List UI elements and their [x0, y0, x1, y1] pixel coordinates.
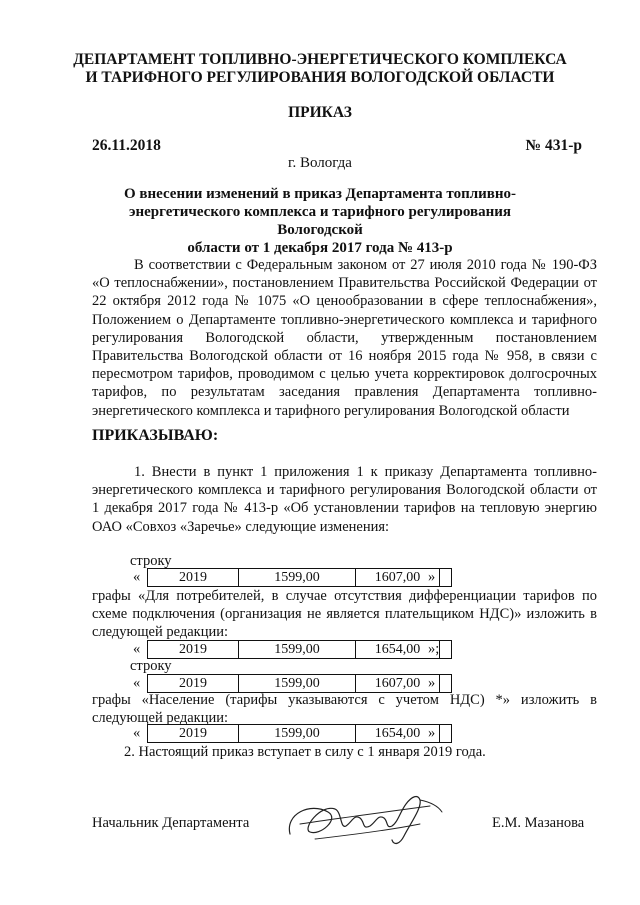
- table-cell-value-2: 1607,00: [356, 569, 440, 587]
- table-cell-value-1: 1599,00: [239, 569, 356, 587]
- subject-line2: энергетического комплекса и тарифного регулирования Вологодской: [128, 204, 512, 238]
- department-header: [60, 51, 580, 87]
- quote-close-3: »: [428, 675, 436, 691]
- quote-close-4: »: [428, 725, 436, 741]
- tariff-table-2: [147, 640, 452, 659]
- table-cell-value-1: 1599,00: [239, 725, 356, 743]
- signatory-name: Е.М. Мазанова: [492, 815, 585, 831]
- row-word-1: строку: [130, 553, 172, 569]
- document-type: ПРИКАЗ: [288, 104, 352, 121]
- table-cell-year: 2019: [148, 725, 239, 743]
- quote-close-1: »: [428, 569, 436, 585]
- quote-open-1: «: [133, 569, 141, 585]
- subject-line3: области от 1 декабря 2017 года № 413-р: [187, 240, 453, 256]
- tariff-table-1: [147, 568, 452, 587]
- table-cell-year: 2019: [148, 569, 239, 587]
- item-1-paragraph: 1. Внести в пункт 1 приложения 1 к приказу Департамента топливно-энергетического комплекса и тарифного регулирования Вологодской области от 1 декабря 2017 года № 413-р «Об установлении тарифов на тепловую энергию ОАО «Совхоз «Заречье» следующие изменения:: [92, 464, 597, 535]
- table-row: [148, 569, 452, 587]
- quote-open-4: «: [133, 725, 141, 741]
- table-row: [148, 725, 452, 743]
- table-cell-value-1: 1599,00: [239, 675, 356, 693]
- quote-open-2: «: [133, 641, 141, 657]
- preamble-paragraph: В соответствии с Федеральным законом от 27 июля 2010 года № 190-ФЗ «О теплоснабжении», постановлением Правительства Российской Федерации от 22 октября 2012 года № 1075 «О ценообразовании в сфере теплоснабжения», Положением о Департаменте топливно-энергетического комплекса и тарифного регулирования Вологодской области, утвержденным постановлением Правительства Вологодской области от 16 ноября 2015 года № 958, в связи с пересмотром тарифов, проводимом с целью учета корректировок долгосрочных тарифов, по результатам заседания правления Департамента топливно-энергетического комплекса и тарифного регулирования Вологодской области: [92, 257, 597, 419]
- row-word-2: строку: [130, 658, 172, 674]
- table-cell-empty: [440, 675, 452, 693]
- document-subject: [95, 185, 545, 257]
- table-cell-year: 2019: [148, 641, 239, 659]
- table-cell-value-2: 1607,00: [356, 675, 440, 693]
- table-cell-year: 2019: [148, 675, 239, 693]
- orders-heading: ПРИКАЗЫВАЮ:: [92, 427, 219, 444]
- department-header-line2: И ТАРИФНОГО РЕГУЛИРОВАНИЯ ВОЛОГОДСКОЙ ОБЛАСТИ: [85, 69, 555, 86]
- graf-2-paragraph: графы «Население (тарифы указываются с учетом НДС) *» изложить в следующей редакции:: [92, 692, 597, 726]
- handwritten-signature: [280, 784, 450, 854]
- document-number: № 431-р: [525, 137, 582, 154]
- quote-close-2: »;: [428, 641, 440, 657]
- table-cell-value-2: 1654,00: [356, 641, 440, 659]
- document-city: г. Вологда: [288, 155, 352, 171]
- table-cell-value-1: 1599,00: [239, 641, 356, 659]
- table-cell-value-2: 1654,00: [356, 725, 440, 743]
- signatory-position: Начальник Департамента: [92, 815, 250, 831]
- table-cell-empty: [440, 725, 452, 743]
- table-row: [148, 641, 452, 659]
- document-date: 26.11.2018: [92, 137, 161, 154]
- item-2-paragraph: 2. Настоящий приказ вступает в силу с 1 января 2019 года.: [124, 744, 486, 760]
- graf-1-paragraph: графы «Для потребителей, в случае отсутствия дифференциации тарифов по схеме подключения (организация не является плательщиком НДС)» изложить в следующей редакции:: [92, 588, 597, 640]
- department-header-line1: ДЕПАРТАМЕНТ ТОПЛИВНО-ЭНЕРГЕТИЧЕСКОГО КОМПЛЕКСА: [73, 51, 567, 68]
- quote-open-3: «: [133, 675, 141, 691]
- table-cell-empty: [440, 569, 452, 587]
- tariff-table-4: [147, 724, 452, 743]
- subject-line1: О внесении изменений в приказ Департамента топливно-: [123, 186, 517, 202]
- table-row: [148, 675, 452, 693]
- table-cell-empty: [440, 641, 452, 659]
